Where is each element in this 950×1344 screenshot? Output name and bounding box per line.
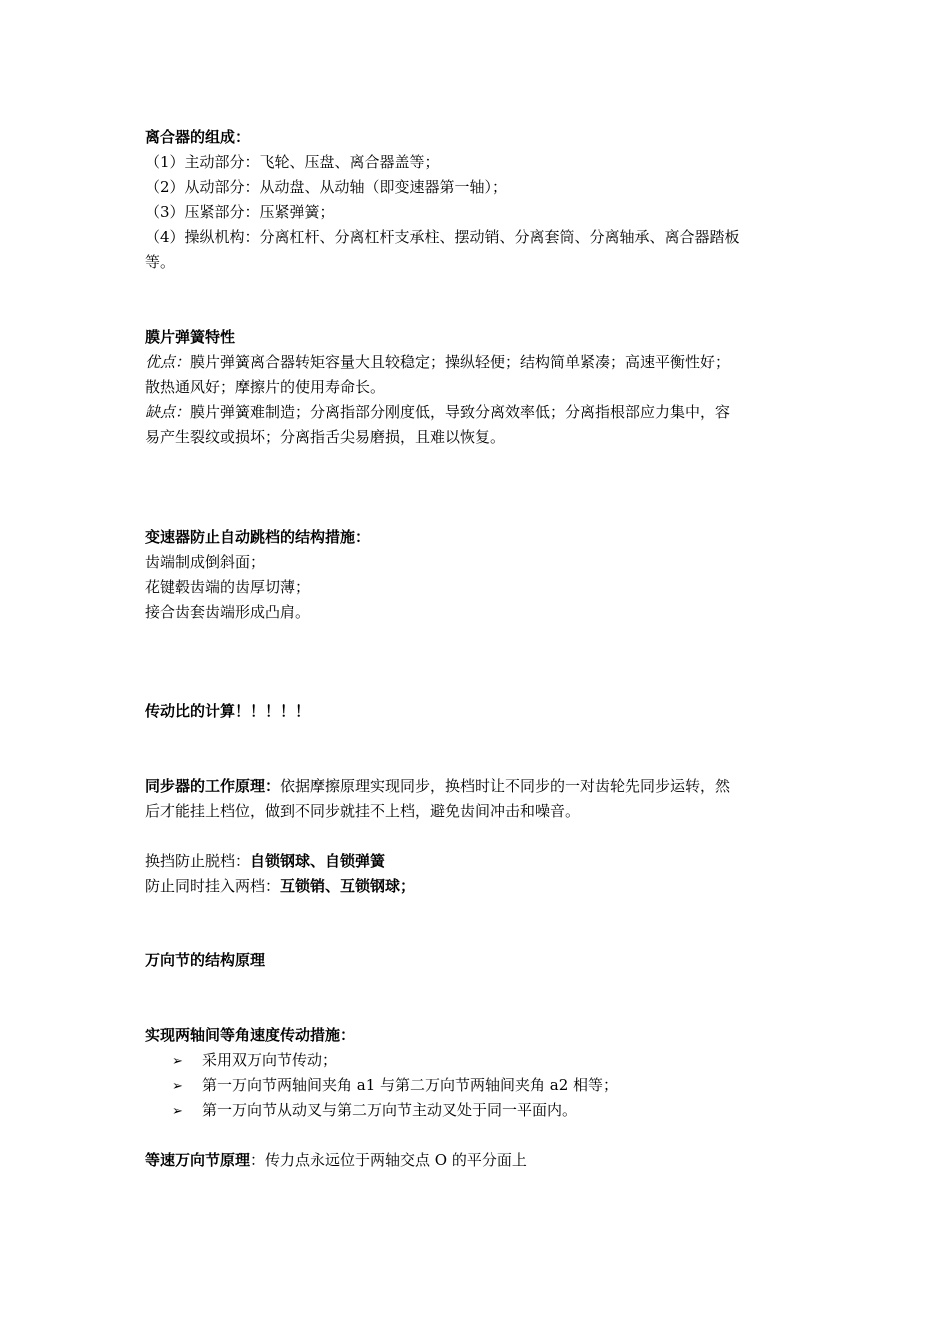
cv-bullet-2-text: 第一万向节两轴间夹角 a1 与第二万向节两轴间夹角 a2 相等； <box>202 1076 619 1094</box>
interlock-value: 互锁销、互锁钢球； <box>280 877 416 895</box>
cons-label: 缺点： <box>145 403 191 421</box>
cv-joint-label: 等速万向节原理 <box>145 1151 251 1169</box>
gearbox-item-3: 接合齿套齿端形成凸肩。 <box>145 603 311 621</box>
clutch-item-2: （2）从动部分：从动盘、从动轴（即变速器第一轴）； <box>145 178 508 196</box>
arrow-bullet-icon: ➢ <box>172 1054 183 1069</box>
arrow-bullet-icon: ➢ <box>172 1079 183 1094</box>
self-lock-label: 换挡防止脱档： <box>145 852 251 870</box>
arrow-bullet-icon: ➢ <box>172 1104 183 1119</box>
cv-measures-heading: 实现两轴间等角速度传动措施： <box>145 1026 356 1044</box>
diaphragm-heading: 膜片弹簧特性 <box>145 328 236 346</box>
pros-text: 膜片弹簧离合器转矩容量大且较稳定；操纵轻便；结构简单紧凑；高速平衡性好； <box>190 353 731 371</box>
cv-bullet-2 <box>172 1075 812 1097</box>
gearbox-heading: 变速器防止自动跳档的结构措施： <box>145 528 371 546</box>
ujoint-heading: 万向节的结构原理 <box>145 951 266 969</box>
cv-bullet-3-text: 第一万向节从动叉与第二万向节主动叉处于同一平面内。 <box>202 1101 578 1119</box>
diaphragm-pros-line2: 散热通风好；摩擦片的使用寿命长。 <box>145 378 386 396</box>
cv-bullet-1-text: 采用双万向节传动； <box>202 1051 338 1069</box>
ratio-heading: 传动比的计算！！！！！ <box>145 702 311 720</box>
synchronizer-text1: 依据摩擦原理实现同步，换档时让不同步的一对齿轮先同步运转，然 <box>280 777 731 795</box>
pros-label: 优点： <box>145 353 191 371</box>
clutch-item-3: （3）压紧部分：压紧弹簧； <box>145 203 335 221</box>
interlock-line <box>145 876 810 896</box>
synchronizer-line2: 后才能挂上档位，做到不同步就挂不上档，避免齿间冲击和噪音。 <box>145 802 581 820</box>
clutch-item-1: （1）主动部分：飞轮、压盘、离合器盖等； <box>145 153 440 171</box>
synchronizer-label: 同步器的工作原理： <box>145 777 281 795</box>
clutch-heading: 离合器的组成： <box>145 128 251 146</box>
interlock-label: 防止同时挂入两档： <box>145 877 281 895</box>
cv-bullet-1 <box>172 1050 812 1072</box>
diaphragm-cons-line2: 易产生裂纹或损坏；分离指舌尖易磨损，且难以恢复。 <box>145 428 506 446</box>
diaphragm-pros-line1 <box>145 352 810 372</box>
clutch-item-4: （4）操纵机构：分离杠杆、分离杠杆支承柱、摆动销、分离套筒、分离轴承、离合器踏板 <box>145 228 740 246</box>
cons-text: 膜片弹簧难制造；分离指部分刚度低，导致分离效率低；分离指根部应力集中，容 <box>190 403 731 421</box>
cv-bullet-3 <box>172 1100 812 1122</box>
cv-joint-line <box>145 1150 810 1170</box>
gearbox-item-2: 花键毂齿端的齿厚切薄； <box>145 578 311 596</box>
self-lock-line <box>145 851 810 871</box>
synchronizer-line1 <box>145 776 810 796</box>
gearbox-item-1: 齿端制成倒斜面； <box>145 553 266 571</box>
self-lock-value: 自锁钢球、自锁弹簧 <box>250 852 386 870</box>
clutch-item-4-cont: 等。 <box>145 253 176 271</box>
cv-joint-text: ：传力点永远位于两轴交点 O 的平分面上 <box>250 1151 527 1169</box>
diaphragm-cons-line1 <box>145 402 810 422</box>
